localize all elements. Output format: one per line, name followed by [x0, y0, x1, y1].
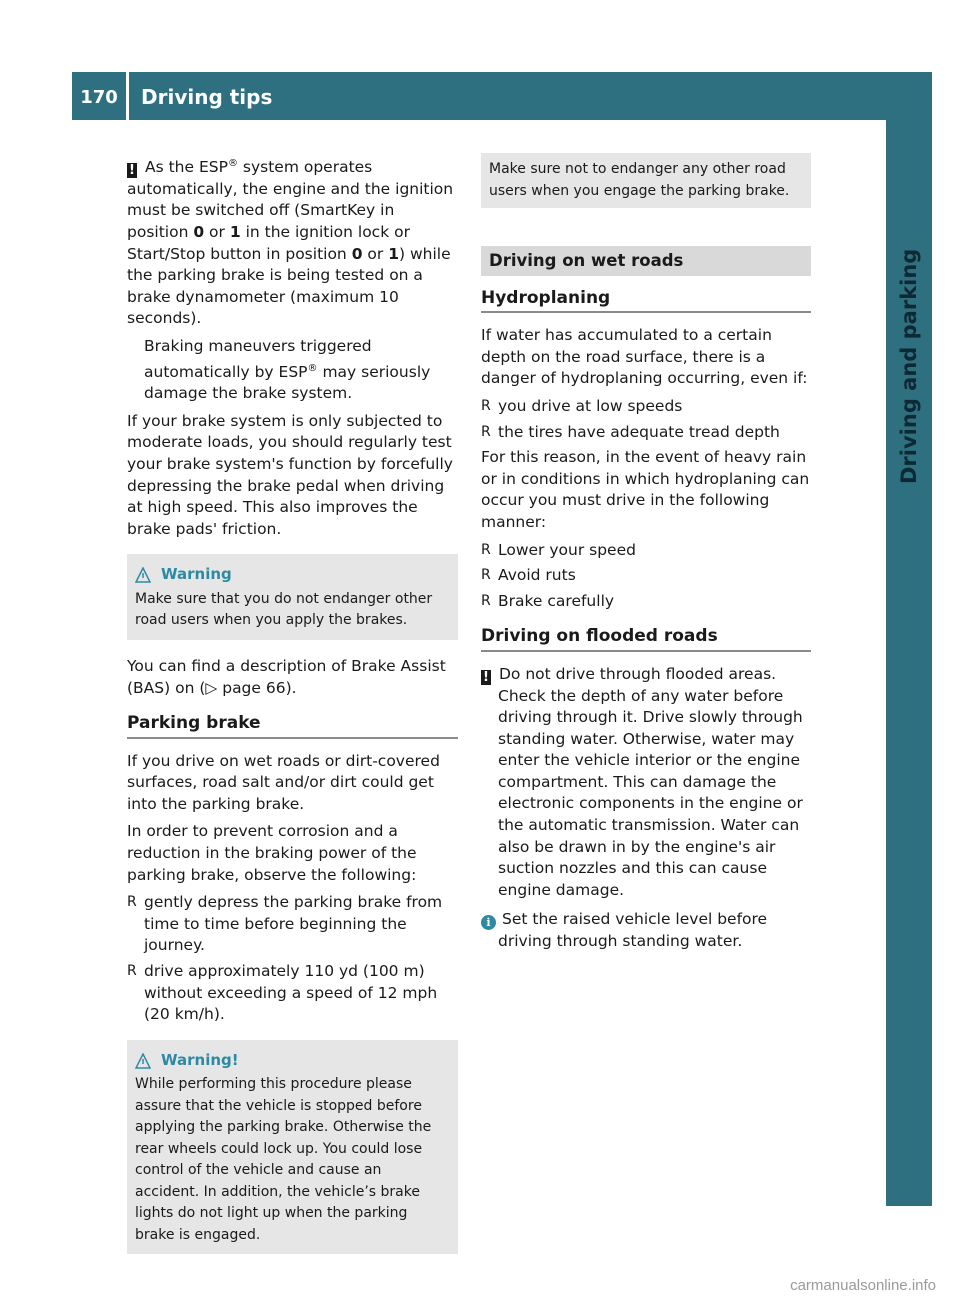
- warning-text: Make sure that you do not endanger other road users when you apply the brakes.: [135, 590, 433, 629]
- note-box: Make sure not to endanger any other road users when you engage the parking brake.: [481, 153, 811, 208]
- list-item: R the tires have adequate tread depth: [481, 422, 811, 444]
- warning-triangle-icon: [135, 567, 151, 583]
- list-item: R drive approximately 110 yd (100 m) without exceeding a speed of 12 mph (20 km/h).: [127, 961, 458, 1026]
- right-column: [481, 153, 811, 959]
- list-item: R Avoid ruts: [481, 565, 811, 587]
- watermark: carmanualsonline.info: [790, 1277, 936, 1294]
- list-item: R gently depress the parking brake from time to time before beginning the journey.: [127, 892, 458, 957]
- warning-title: Warning: [161, 565, 232, 584]
- list-item: R Brake carefully: [481, 591, 811, 613]
- warning-triangle-icon: [135, 1053, 151, 1069]
- exclamation-box-icon: !: [127, 163, 137, 178]
- parking-brake-p2: In order to prevent corrosion and a reduction in the braking power of the parking brake, observe the following:: [127, 822, 417, 884]
- info-circle-icon: i: [481, 915, 496, 930]
- parking-brake-heading: Parking brake: [127, 713, 458, 739]
- caution-esp-2: Braking maneuvers triggered automatically by ESP® may seriously damage the brake system.: [144, 336, 431, 403]
- list-item: R Lower your speed: [481, 540, 811, 562]
- caution-esp: ! As the ESP® system operates automatically, the engine and the ignition must be switched off (SmartKey in position 0 or 1 in the ignition lock or Start/Stop button in position 0 or 1) while the parking brake is being tested on a brake dynamometer (maximum 10 seconds).: [127, 158, 454, 328]
- flooded-roads-heading: Driving on flooded roads: [481, 626, 811, 652]
- parking-brake-p1: If you drive on wet roads or dirt-covered surfaces, road salt and/or dirt could get into the parking brake.: [127, 751, 440, 813]
- page-number: 170: [72, 72, 126, 120]
- warning-title: Warning!: [161, 1050, 239, 1069]
- header-divider: [126, 72, 129, 120]
- section-heading-wet-roads: Driving on wet roads: [481, 246, 811, 276]
- page-title: Driving tips: [141, 85, 273, 109]
- bas-reference: You can find a description of Brake Assist (BAS) on (▷ page 66).: [127, 656, 446, 697]
- side-tab-title: Driving and parking: [897, 248, 921, 484]
- warning-text: While performing this procedure please assure that the vehicle is stopped before applying the parking brake. Otherwise the rear wheels could lock up. You could lose control of the vehicle and cause an accident. In addition, the vehicle’s brake lights do not light up when the parking brake is engaged.: [135, 1076, 432, 1243]
- caution-flooded: ! Do not drive through flooded areas. Check the depth of any water before driving through it. Drive slowly through standing water. Otherwise, water may enter the vehicle interior or the engine compartment. This can damage the electronic components in the engine or the automatic transmission. Water can also be drawn in by the engine's air suction nozzles and this can cause engine damage.: [481, 664, 811, 902]
- info-raised-level: i Set the raised vehicle level before driving through standing water.: [481, 909, 811, 952]
- left-column: [127, 153, 458, 1270]
- hydroplaning-heading: Hydroplaning: [481, 288, 811, 314]
- brake-test-paragraph: If your brake system is only subjected to moderate loads, you should regularly test your brake system's function by forcefully depressing the brake pedal when driving at high speed. This also improves the brake pads' friction.: [127, 411, 453, 538]
- list-item: R you drive at low speeds: [481, 396, 811, 418]
- warning-box-brakes: [127, 554, 458, 640]
- exclamation-box-icon: !: [481, 670, 491, 685]
- hydroplaning-p1: If water has accumulated to a certain depth on the road surface, there is a danger of hydroplaning occurring, even if:: [481, 326, 808, 388]
- warning-box-parking: [127, 1040, 458, 1255]
- hydroplaning-p2: For this reason, in the event of heavy rain or in conditions in which hydroplaning can occur you must drive in the following manner:: [481, 448, 810, 531]
